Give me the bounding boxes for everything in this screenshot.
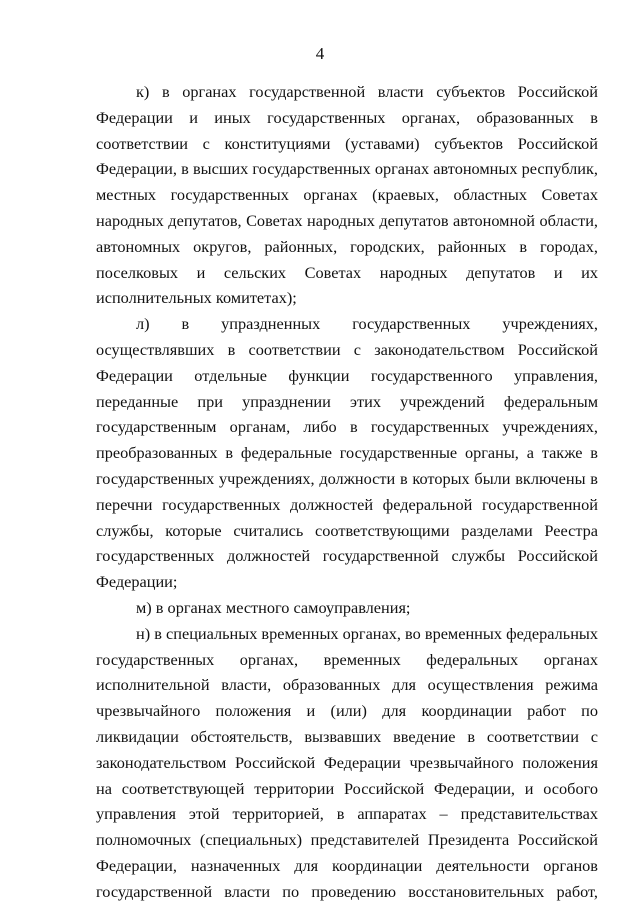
paragraph-m: м) в органах местного самоуправления;: [136, 597, 411, 617]
paragraph-n: н) в специальных временных органах, во временных федеральных государственных органах, временных федеральных органах исполнительной власти, образованных для осуществления режима чрезвычайного положения и (или) для координации работ по ликвидации обстоятельств, вызвавших введение в соответствии с законодательством Российской Федерации чрезвычайного положения на соответствующей территории Российской Федерации, и особого управления этой территорией, в аппаратах – представительствах полномочных (специальных) представителей Президента Российской Федерации, назначенных для координации деятельности органов государственной власти по проведению восстановительных работ,: [96, 623, 598, 901]
paragraph-l: л) в упраздненных государственных учреждениях, осуществлявших в соответствии с законодательством Российской Федерации отдельные функции государственного управления, переданные при упразднении этих учреждений федеральным государственным органам, либо в государственных учреждениях, преобразованных в федеральные государственные органы, а также в государственных учреждениях, должности в которых были включены в перечни государственных должностей федеральной государственной службы, которые считались соответствующими разделами Реестра государственных должностей государственной службы Российской Федерации;: [96, 314, 598, 592]
document-body: [96, 79, 598, 905]
paragraph-k: к) в органах государственной власти субъектов Российской Федерации и иных государственных органах, образованных в соответствии с конституциями (уставами) субъектов Российской Федерации, в высших государственных органах автономных республик, местных государственных органах (краевых, областных Советах народных депутатов, Советах народных депутатов автономной области, автономных округов, районных, городских, районных в городах, поселковых и сельских Советах народных депутатов и их исполнительных комитетах);: [96, 82, 598, 308]
page-number: 4: [315, 44, 325, 63]
